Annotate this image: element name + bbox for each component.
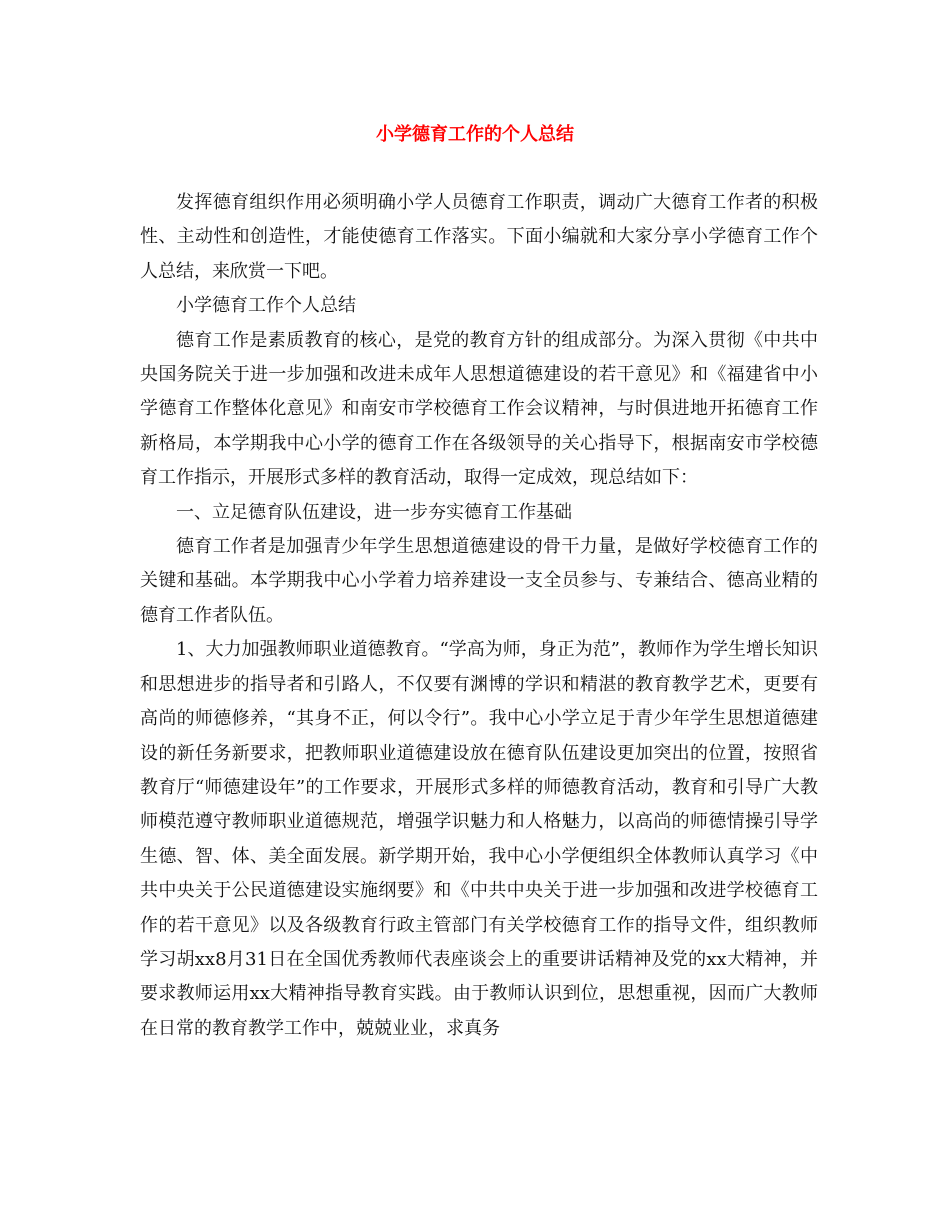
subsection-heading: 一、立足德育队伍建设，进一步夯实德育工作基础 <box>176 501 572 523</box>
body-paragraph: 德育工作是素质教育的核心，是党的教育方针的组成部分。为深入贯彻《中共中央国务院关于进一步加强和改进未成年人思想道德建设的若干意见》和《福建省中小学德育工作整体化意见》和南安市学校德育工作会议精神，与时俱进地开拓德育工作新格局，本学期我中心小学的德育工作在各级领导的关心指导下，根据南安市学校德育工作指示，开展形式多样的教育活动，取得一定成效，现总结如下： <box>140 329 818 489</box>
intro-paragraph: 发挥德育组织作用必须明确小学人员德育工作职责，调动广大德育工作者的积极性、主动性和创造性，才能使德育工作落实。下面小编就和大家分享小学德育工作个人总结，来欣赏一下吧。 <box>140 192 818 282</box>
document-body <box>140 186 818 1046</box>
section-heading: 小学德育工作个人总结 <box>176 295 356 317</box>
body-paragraph: 德育工作者是加强青少年学生思想道德建设的骨干力量，是做好学校德育工作的关键和基础。本学期我中心小学着力培养建设一支全员参与、专兼结合、德高业精的德育工作者队伍。 <box>140 536 818 626</box>
body-paragraph: 1、大力加强教师职业道德教育。“学高为师，身正为范”，教师作为学生增长知识和思想进步的指导者和引路人，不仅要有渊博的学识和精湛的教育教学艺术，更要有高尚的师德修养，“其身不正，何以令行”。我中心小学立足于青少年学生思想道德建设的新任务新要求，把教师职业道德建设放在德育队伍建设更加突出的位置，按照省教育厅“师德建设年”的工作要求，开展形式多样的师德教育活动，教育和引导广大教师模范遵守教师职业道德规范，增强学识魅力和人格魅力，以高尚的师德情操引导学生德、智、体、美全面发展。新学期开始，我中心小学便组织全体教师认真学习《中共中央关于公民道德建设实施纲要》和《中共中央关于进一步加强和改进学校德育工作的若干意见》以及各级教育行政主管部门有关学校德育工作的指导文件，组织教师学习胡xx8月31日在全国优秀教师代表座谈会上的重要讲话精神及党的xx大精神，并要求教师运用xx大精神指导教育实践。由于教师认识到位，思想重视，因而广大教师在日常的教育教学工作中，兢兢业业，求真务 <box>140 639 818 1039</box>
document-title: 小学德育工作的个人总结 <box>376 124 574 145</box>
